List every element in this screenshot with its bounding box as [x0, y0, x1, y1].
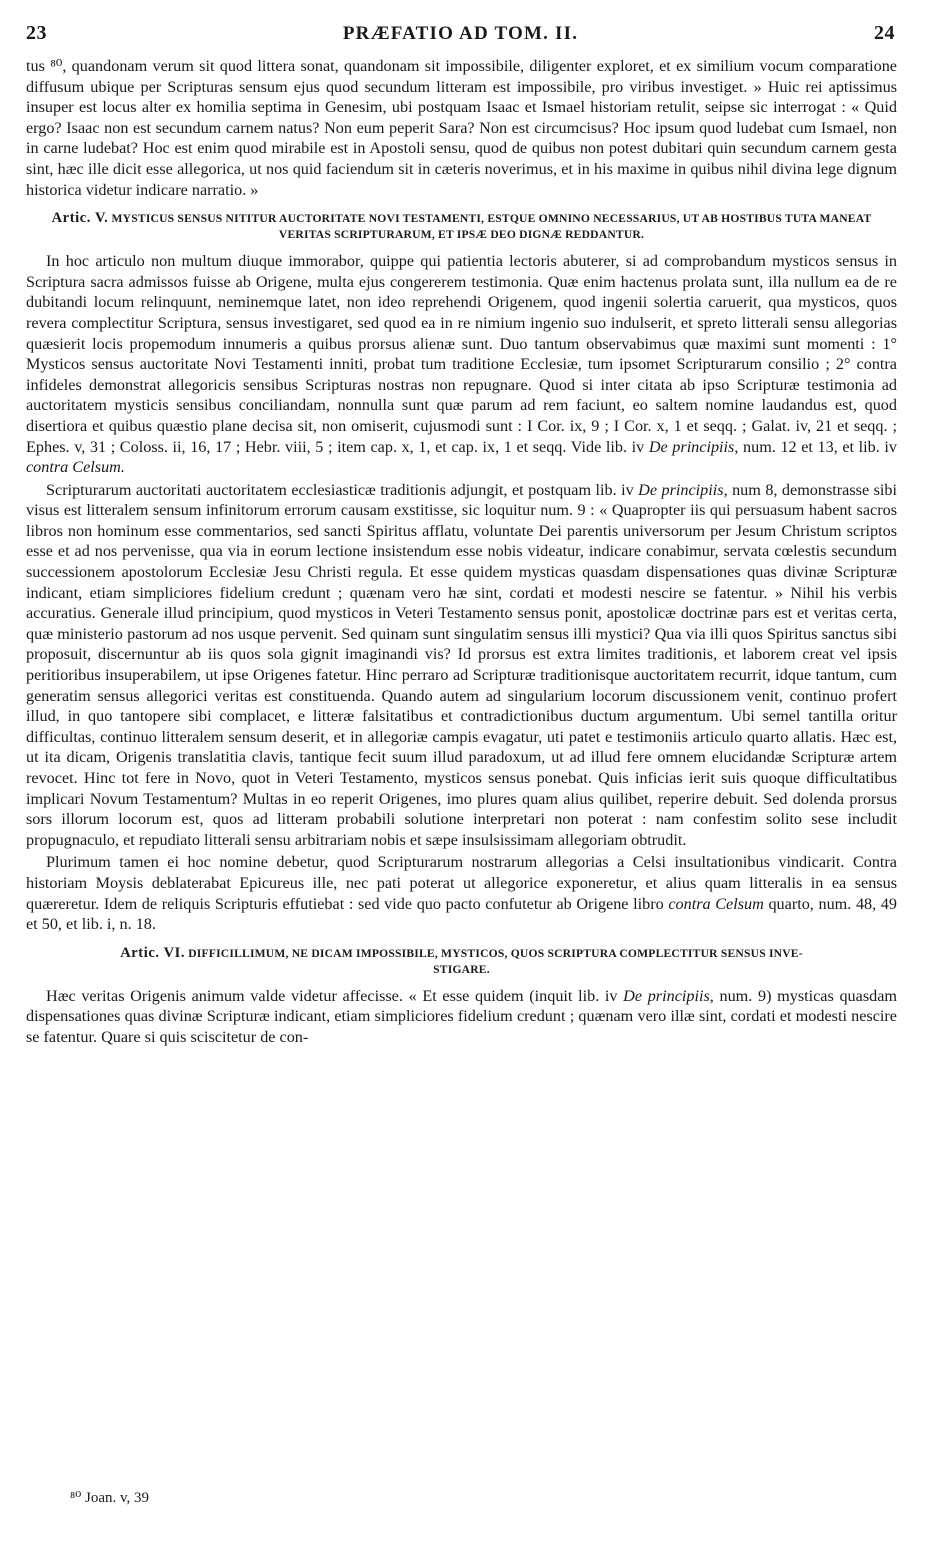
paragraph-article-6-intro: [26, 986, 897, 1048]
article-6-title-line2: STIGARE.: [433, 962, 490, 976]
article-5-title: MYSTICUS SENSUS NITITUR AUCTORITATE NOVI TESTAMENTI, ESTQUE OMNINO NECESSARIUS, UT AB HOSTIBUS TUTA MANEAT VERITAS SCRIPTURARUM, ET IPSÆ DEO DIGNÆ REDDANTUR.: [111, 212, 872, 242]
right-page-number: 24: [874, 22, 895, 44]
p5-text-b: , num. 9) mysticas quasdam dispensationes quas divinæ Scripturæ indicant, etiam simpliciores fidelium credunt ; quænam vero illæ sint, cordati et modesti nescire se fatentur. Quare si quis sciscitetur de con-: [26, 986, 898, 1046]
p5-text-a: Hæc veritas Origenis animum valde videtur affecisse. « Et esse quidem (inquit lib. iv: [46, 986, 624, 1005]
article-6-title-line1: DIFFICILLIMUM, NE DICAM IMPOSSIBILE, MYSTICOS, QUOS SCRIPTURA COMPLECTITUR SENSUS INVE-: [188, 946, 803, 960]
article-5-label: Artic. V.: [51, 210, 109, 227]
footnote: ⁸⁰ Joan. v, 39: [70, 1490, 150, 1506]
article-5-heading: [26, 210, 897, 243]
p3-text-b: , num 8, demonstrasse sibi visus est litteralem sensum infinitorum errorum causam exstitisse, sic loquitur num. 9 : « Quapropter iis qui persuasum habent sacros libros non hominum esse commentarios, sed sancti Spiritus afflatu, voluntate Dei parentis universorum per Jesum Christum scriptos esse et ad nos pervenisse, qua via in eorum lectione insistendum esse nobis videatur, indicare conabimur, servata cœlestis secundum successionem apostolorum Ecclesiæ Jesu Christi regula. Et esse quidem mysticas quasdam dispensationes quas divinæ Scripturæ indicant, etiam simpliciores fidelium credunt ; quænam vero hæ sint, cordati et modesti nescire se fatentur. » Nihil his verbis accuratius. Generale illud principium, quod mysticos in Veteri Testamento sensus ponit, apostolicæ doctrinæ pars est et veritas certa, quæ ministerio pastorum ad nos usque pervenit. Sed quinam sunt singulatim sensus illi mystici? Qua via illi quos Spiritus sanctus sibi proposuit, discernuntur ab iis quos sola gignit imaginandi vis? Id prorsus est extra limites traditionis, et laborem creat vel ipsis peritioribus insuperabilem, ut ipse Origenes fatetur. Hinc perraro ad Scripturæ traditionisque auctoritatem recurrit, idque tantum, cum generatim sensus allegorici veritas est constituenda. Quando autem ad singularium locorum discussionem venit, continuo profert illud, in quo tantopere sibi complacet, e litteræ falsitatibus et contradictionibus ductum argumentum. Ubi semel tantilla oritur difficultas, continuo litteralem sensum deserit, et in allegoriæ campis evagatur, uti patet e testimoniis articulo quarto allatis. Hæc est, ut ita dicam, Origenis translatitia clavis, tantique fecit suum illud paradoxum, ut ad illud fere omnem elucidandæ Scripturæ artem revocet. Hinc tot fere in Novo, quot in Veteri Testamento, mysticos sensus ponebat. Quis inficias ierit suis quoque difficultatibus implicari Novum Testamentum? Multas in eo reperit Origenes, imo plures quam alius quilibet, reperire debuit. Sed dolenda prorsus sors illorum locorum est, quos ad litteram probabili solutione interpretari non poterat : nam confestim solito sese includit propugnaculo, et repudiato litterali sensu arbitrariam nobis et sæpe insulsissimam allegoriam obtrudit.: [26, 480, 897, 849]
p2-italic-a: De principiis: [648, 437, 735, 456]
p2-text-b: , num. 12 et 13, et lib. iv: [734, 437, 897, 456]
article-6-heading: [26, 945, 897, 978]
p2-text-a: In hoc articulo non multum diuque immorabor, quippe qui patientia lectoris abuterer, si ad comprobandum mysticos sensus in Scriptura sacra admissos fuisse ab Origene, multa ejus congererem testimonia. Quæ enim hactenus prolata sunt, illa nullum ea de re dubitandi locum relinquunt, neminemque latet, non ideo reprehendi Origenem, quod ingenii solertia caruerit, qua mysticos, quos revera complectitur Scriptura, sensus investigaret, sed quod ea in re nimium ingenio suo indulserit, et spreto litterali sensu allegorias quæsierit locis propemodum innumeris a quibus prorsus alienæ sunt. Duo tantum observabimus quæ maximi sunt momenti : 1° Mysticos sensus auctoritate Novi Testamenti inniti, probat tum traditione Ecclesiæ, tum ipsomet Scripturarum consilio ; 2° contra infideles demonstrat allegoricis sensibus Scripturas nostras non repugnare. Quod si inter citata ab ipso Scripturæ testimonia ad auctoritatem mysticis sensibus conciliandam, nonnulla sunt quæ parum ad rem faciunt, eo saltem nomine laudandus est, quod disertiora et quibus quæstio plane decisa sit, non omiserit, cujusmodi sunt : I Cor. ix, 9 ; I Cor. x, 1 et seqq. ; Galat. iv, 21 et seqq. ; Ephes. v, 31 ; Coloss. ii, 16, 17 ; Hebr. viii, 5 ; item cap. x, 1, et cap. ix, 1 et seqq. Vide lib. iv: [26, 252, 897, 456]
p4-italic-a: contra Celsum: [668, 894, 764, 913]
p3-text-a: Scripturarum auctoritati auctoritatem ecclesiasticæ traditionis adjungit, et postquam lib. iv: [46, 480, 639, 499]
p4-text-a: Plurimum tamen ei hoc nomine debetur, quod Scripturarum nostrarum allegorias a Celsi insultationibus vindicarit. Contra historiam Moysis deblaterabat Epicureus ille, nec pati poterat ut allegorice exponeretur, et alius quam litteralis in ea sensus quæreretur. Idem de reliquis Scripturis effutiebat : sed vide quo pacto confutetur ab Origene libro: [26, 853, 897, 913]
running-title: PRÆFATIO AD TOM. II.: [342, 23, 579, 44]
paragraph-article-5-intro: [26, 251, 897, 478]
text-column: [26, 56, 897, 1048]
paragraph-celsus: [26, 852, 897, 934]
paragraph-tradition: [26, 480, 897, 851]
p5-italic-a: De principiis: [623, 986, 710, 1005]
p3-italic-a: De principiis: [638, 480, 724, 499]
p2-italic-b: contra Celsum.: [26, 458, 125, 477]
paragraph-continuation: tus ⁸⁰, quandonam verum sit quod littera sonat, quandonam sit impossibile, diligenter exploret, et ex similium vocum comparatione diffusum ubique per Scripturas sensum ejus quod secundum litteram est impossibile, pro viribus investiget. » Huic rei aptissimus insuper est locus alter ex homilia septima in Genesim, ubi postquam Isaac et Ismael historiam retulit, seipse sic interrogat : « Quid ergo? Isaac non est secundum carnem natus? Non eum peperit Sara? Non est circumcisus? Hoc ipsum quod ludebat cum Ismael, non in carne ludebat? Hoc est enim quod mirabile est in Apostoli sensu, quod de quibus non potest dubitari quin secundum carnem gesta sint, hæc ille dicit esse allegorica, ut nos quid faciendum sit in cæteris noverimus, et in his maxime in quibus nihil divina lege dignum historica videtur indicare narratio. »: [26, 57, 897, 199]
left-page-number: 23: [26, 22, 47, 44]
p4-text-b: quarto, num. 48, 49 et 50, et lib. i, n. 18.: [26, 894, 897, 934]
running-header: [26, 22, 895, 48]
article-6-label: Artic. VI.: [120, 944, 186, 961]
